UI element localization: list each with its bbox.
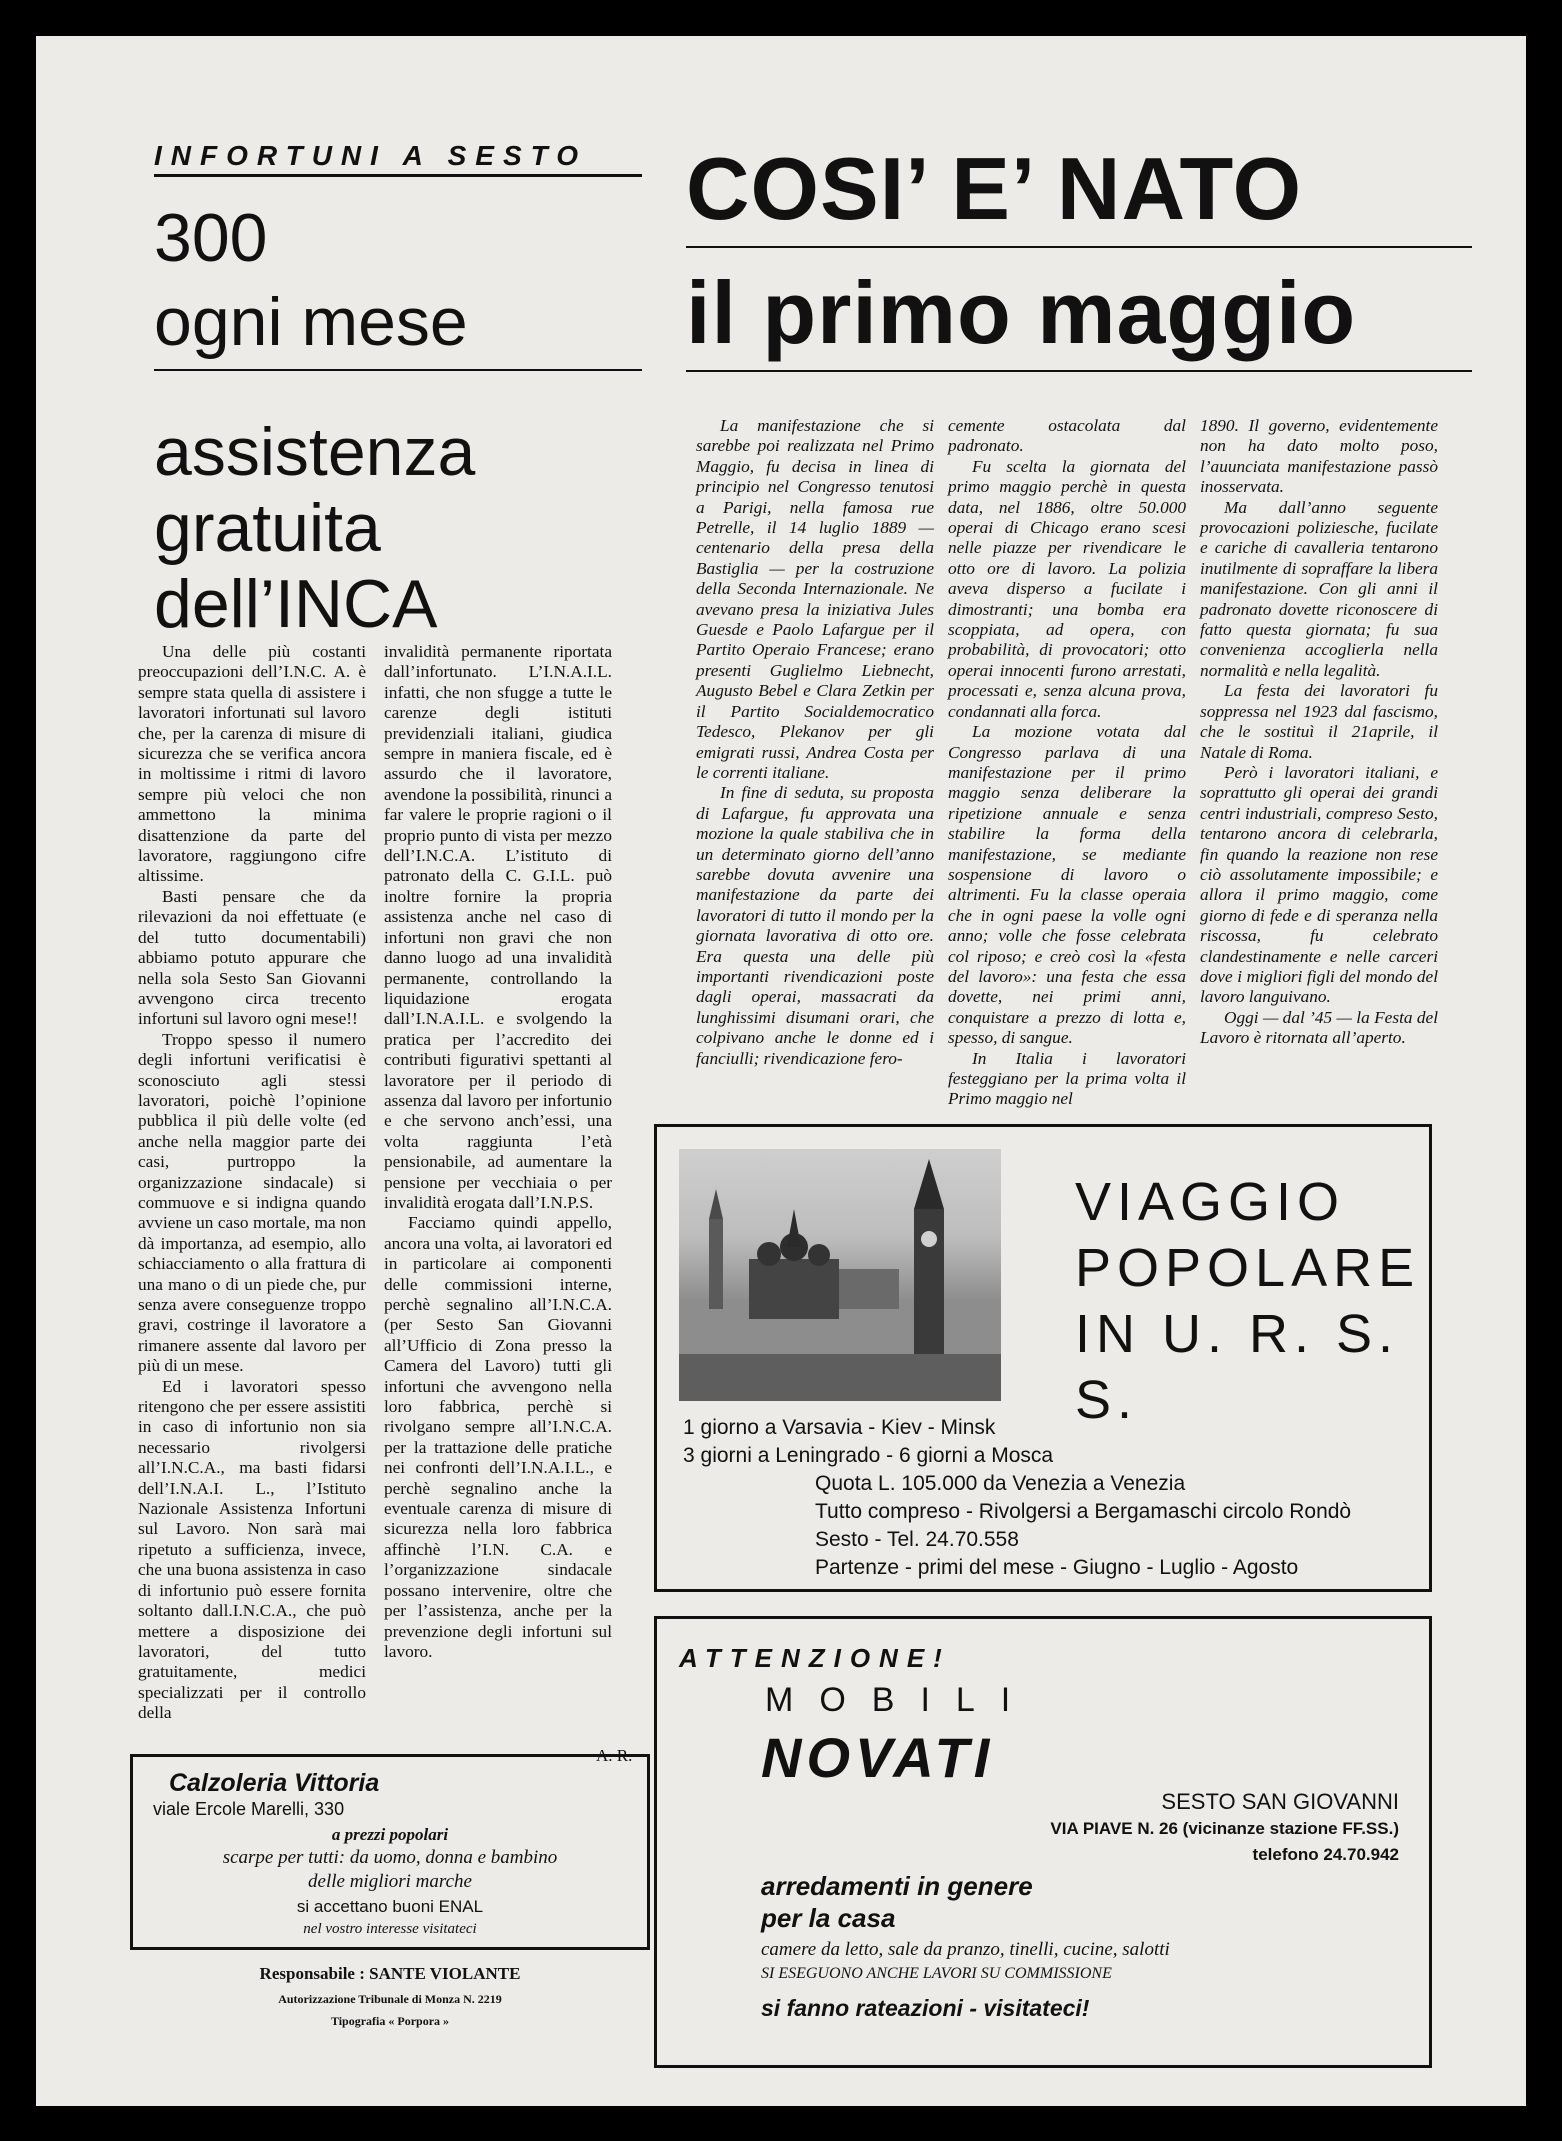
paragraph: Però i lavoratori italiani, e soprattutto gli operai dei grandi centri industriali, compreso Sesto, tentarono ancora di celebrarla, fin quando la reazione non rese ciò assolutamente impossibile; e allora il primo maggio, come giorno di fede e di speranza nella riscossa, fu celebrato clandestinamente e nelle carceri dove i migliori figli del mondo del lavoro languivano. (1200, 762, 1438, 1007)
title-divider-1 (686, 246, 1472, 248)
kicker: INFORTUNI A SESTO (154, 140, 588, 171)
mobili-line-4: camere da letto, sale da pranzo, tinelli, cucine, salotti (761, 1939, 1170, 1960)
mobili-tag-2: per la casa (761, 1903, 896, 1933)
calzoleria-line-1: a prezzi popolari (331, 1825, 449, 1844)
left-article-column-2 (384, 642, 612, 1662)
imprint-autorizzazione: Autorizzazione Tribunale di Monza N. 2219 (278, 1992, 502, 2006)
mobili-novati-logo: NOVATI (761, 1726, 995, 1789)
headline-divider (154, 369, 642, 371)
paragraph: Ma dall’anno seguente provocazioni poliziesche, fucilate e cariche di cavalleria tentarono inutilmente di sopraffare la libera manifestazione. Con gli anni il padronato dovette riconoscere di fatto questa giornata; fu sua convenienza accoglierla nella normalità e nella legalità. (1200, 497, 1438, 680)
paragraph: Facciamo quindi appello, ancora una volta, ai lavoratori ed in particolare ai componenti delle commissioni interne, perchè segnalino all’I.N.C.A. (per Sesto San Giovanni all’Ufficio di Zona presso la Camera del Lavoro) tutti gli infortuni che avvengono nella loro fabbrica, perchè si rivolgano sempre all’I.N.C.A. per la trattazione delle pratiche nei confronti dell’I.N.A.I.L., e perchè segnalino anche la eventuale carenza di misure di sicurezza nella loro fabbrica affinchè l’I.N. C.A. e l’organizzazione sindacale possano intervenire, oltre che per l’assistenza, anche per la prevenzione degli infortuni sul lavoro. (384, 1213, 612, 1661)
calzoleria-address: viale Ercole Marelli, 330 (153, 1799, 345, 1819)
left-article-column-1 (138, 642, 366, 1724)
imprint-responsabile: Responsabile : SANTE VIOLANTE (259, 1964, 521, 1983)
paragraph: Una delle più costanti preoccupazioni dell’I.N.C. A. è sempre stata quella di assistere i lavoratori infortunati sul lavoro che, per la carenza di misure di sicurezza che se verifica ancora in moltissime i ritmi di lavoro sempre più veloci che non ammettono la minima disattenzione da parte del lavoratore, raggiungono cifre altissime. (138, 642, 366, 886)
paragraph: 1890. Il governo, evidentemente non ha dato molto poso, l’auunciata manifestazione passò inosservata. (1200, 416, 1438, 497)
kicker-rule (154, 174, 642, 177)
right-article-column-1 (696, 416, 934, 1069)
paragraph: cemente ostacolata dal padronato. (948, 416, 1186, 456)
viaggio-title-line-1: VIAGGIO (1075, 1172, 1346, 1232)
paragraph: La manifestazione che si sarebbe poi realizzata nel Primo Maggio, fu decisa in linea di principio nel Congresso tenutosi a Parigi, nella famosa rue Petrelle, il 14 luglio 1889 — centenario della presa della Bastiglia — per la costruzione della Seconda Internazionale. Ne avevano presa la iniziativa Jules Guesde e Paolo Lafargue per il Partito Operaio Francese; erano presenti Guglielmo Liebnecht, Augusto Bebel e Clara Zetkin per il Partito Socialdemocratico Tedesco, Plekanov per gli emigrati russi, Andrea Costa per le correnti italiane. (696, 416, 934, 782)
article-signature: A. R. (596, 1746, 633, 1765)
right-article-column-3 (1200, 416, 1438, 1049)
mobili-address: VIA PIAVE N. 26 (vicinanze stazione FF.SS.) (1050, 1819, 1399, 1838)
calzoleria-line-2: scarpe per tutti: da uomo, donna e bambino (222, 1847, 558, 1868)
paragraph: Fu scelta la giornata del primo maggio perchè in questa data, nel 1886, oltre 50.000 operai di Chicago erano scesi nelle piazze per rivendicare le otto ore di lavoro. La polizia aveva disperso a fucilate i dimostranti; una bomba era scoppiata, ad opera, con probabilità, di provocatori; otto operai innocenti furono arrestati, processati e, senza alcuna prova, condannati alla forca. (948, 456, 1186, 721)
mobili-city: SESTO SAN GIOVANNI (1161, 1789, 1399, 1814)
title-cosi-e-nato: COSI’ E’ NATO (686, 139, 1303, 238)
mobili-label: MOBILI (765, 1681, 1037, 1719)
viaggio-line-4: Tutto compreso - Rivolgersi a Bergamaschi circolo Rondò (815, 1500, 1352, 1523)
paragraph: La mozione votata dal Congresso parlava di una manifestazione per il primo maggio senza deliberare la ripetizione annuale e senza stabilire la forma della manifestazione, se mediante sospensione di lavoro o altrimenti. Fu la classe operaia che in ogni paese la volle ogni anno; volle che fosse celebrata col riposo; e creò così la «festa del lavoro»: una festa che essa dovette, nei primi anni, conquistare a prezzo di lotta e, spesso, di sangue. (948, 722, 1186, 1048)
mobili-attention: ATTENZIONE! (679, 1643, 951, 1673)
viaggio-line-6: Partenze - primi del mese - Giugno - Luglio - Agosto (815, 1556, 1299, 1579)
title-primo-maggio: il primo maggio (686, 263, 1357, 362)
calzoleria-line-5: nel vostro interesse visitateci (303, 1921, 477, 1937)
paragraph: In Italia i lavoratori festeggiano per la prima volta il Primo maggio nel (948, 1048, 1186, 1109)
kremlin-illustration (679, 1149, 1001, 1401)
paragraph: invalidità permanente riportata dall’infortunato. L’I.N.A.I.L. infatti, che non sfugge a tutte le carenze degli istituti previdenziali italiani, giudica sempre in maniera fiscale, ed è assurdo che il lavoratore, avendone la possibilità, rinunci a far valere le proprie ragioni o il proprio punto di vista per mezzo dell’I.N.C.A. L’istituto di patronato della C. G.I.L. può inoltre fornire la propria assistenza anche nel caso di infortuni non gravi che non danno luogo ad una invalidità permanente, controllando la liquidazione erogata dall’I.N.A.I.L. e svolgendo la pratica per l’accredito dei contributi figurativi spettanti al lavoratore per il periodo di assenza dal lavoro per infortunio e che servono anch’essi, una volta raggiunta l’età pensionabile, ad aumentare la pensione per vecchiaia o per invalidità erogata dall’I.N.P.S. (384, 642, 612, 1212)
paragraph: La festa dei lavoratori fu soppressa nel 1923 dal fascismo, che le sostituì il 21aprile, il Natale di Roma. (1200, 681, 1438, 762)
mobili-phone: telefono 24.70.942 (1252, 1845, 1399, 1864)
paragraph: Oggi — dal ’45 — la Festa del Lavoro è ritornata all’aperto. (1200, 1007, 1438, 1048)
moscow-photo (679, 1149, 1001, 1401)
viaggio-title-line-3: IN U. R. S. S. (1075, 1304, 1400, 1430)
title-divider-2 (686, 370, 1472, 372)
headline-300 (154, 196, 642, 364)
subheadline-inca (154, 414, 642, 642)
mobili-tag-1: arredamenti in genere (761, 1871, 1033, 1901)
mobili-line-5: SI ESEGUONO ANCHE LAVORI SU COMMISSIONE (761, 1965, 1112, 1982)
ad-viaggio-urss (654, 1124, 1432, 1592)
mobili-line-6: si fanno rateazioni - visitateci! (761, 1995, 1090, 2021)
subhead-line-2: gratuita (154, 490, 381, 566)
imprint-tipografia: Tipografia « Porpora » (330, 2014, 450, 2028)
paragraph: In fine di seduta, su proposta di Lafargue, fu approvata una mozione la quale stabiliva che in un determinato giorno dell’anno sarebbe dovuta avvenire una manifestazione da parte dei lavoratori di tutto il mondo per la giornata lavorativa di otto ore. Era questa una delle più importanti rivendicazioni poste dagli operai, massacrati da lunghissimi disumani orari, che colpivano anche le donne ed i fanciulli; rivendicazione fero- (696, 783, 934, 1068)
ad-mobili-novati (654, 1616, 1432, 2068)
viaggio-line-1: 1 giorno a Varsavia - Kiev - Minsk (683, 1416, 996, 1439)
headline-line-1: 300 (154, 200, 268, 276)
paragraph: Troppo spesso il numero degli infortuni verificatisi è sconosciuto agli stessi lavoratori, poichè l’opinione pubblica il più delle volte (ed anche nella maggior parte dei casi, purtroppo la organizzazione sindacale) si commuove e si indigna quando avviene un caso mortale, ma non dà importanza, ad esempio, allo schiacciamento o alla frattura di una mano o di un piede che, pur senza avere conseguenze troppo gravi, costringe il lavoratore a rimanere assente dal lavoro per più di un mese. (138, 1029, 366, 1376)
viaggio-title-line-2: POPOLARE (1075, 1238, 1421, 1298)
headline-line-2: ogni mese (154, 284, 468, 360)
right-article-column-2 (948, 416, 1186, 1110)
subhead-line-3: dell’INCA (154, 566, 438, 642)
ad-calzoleria-vittoria (130, 1754, 650, 1950)
viaggio-line-2: 3 giorni a Leningrado - 6 giorni a Mosca (683, 1444, 1054, 1467)
paragraph: Ed i lavoratori spesso ritengono che per essere assistiti in caso di infortunio non sia necessario rivolgersi all’I.N.C.A., ma basti fidarsi dell’I.N.A.I. L., l’Istituto Nazionale Assistenza Infortuni sul Lavoro. Non sarà mai ripetuto a sufficienza, invece, che una buona assistenza in caso di infortunio può essere fornita soltanto dall.I.N.C.A., che può mettere a disposizione dei lavoratori, del tutto gratuitamente, medici specializzati per il controllo della (138, 1376, 366, 1723)
viaggio-title (1075, 1169, 1429, 1433)
calzoleria-line-4: si accettano buoni ENAL (296, 1897, 484, 1916)
viaggio-line-3: Quota L. 105.000 da Venezia a Venezia (815, 1472, 1186, 1495)
calzoleria-line-3: delle migliori marche (308, 1871, 472, 1892)
calzoleria-title: Calzoleria Vittoria (169, 1769, 380, 1797)
viaggio-line-5: Sesto - Tel. 24.70.558 (815, 1528, 1019, 1551)
subhead-line-1: assistenza (154, 414, 476, 490)
newspaper-page (36, 36, 1526, 2106)
paragraph: Basti pensare che da rilevazioni da noi effettuate (e del tutto documentabili) abbiamo potuto appurare che nella sola Sesto San Giovanni avvengono circa trecento infortuni sul lavoro ogni mese!! (138, 886, 366, 1029)
